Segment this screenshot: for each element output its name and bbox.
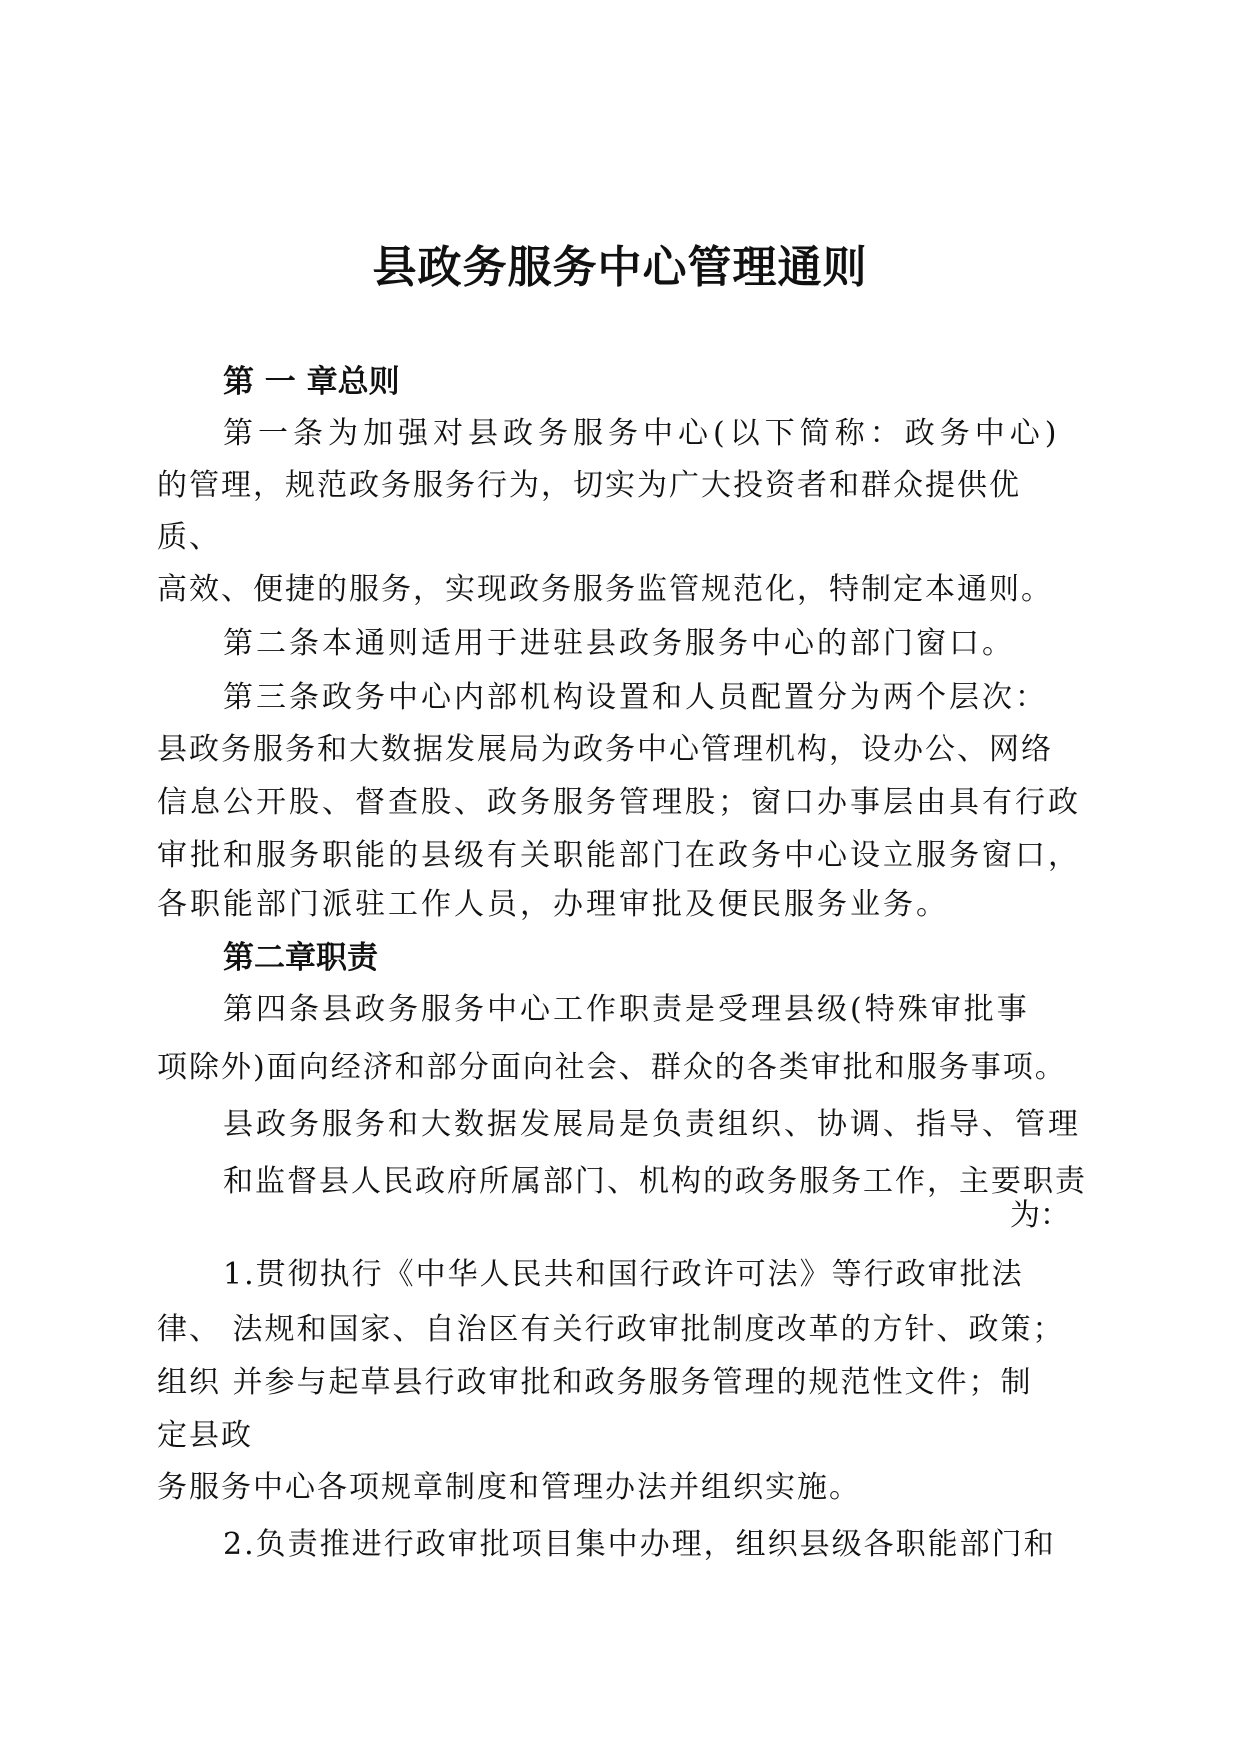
paragraph-line: 质、: [157, 520, 221, 555]
paragraph-line: 高效、便捷的服务，实现政务服务监管规范化，特制定本通则。: [157, 572, 1053, 607]
paragraph-line: 第二条本通则适用于进驻县政务服务中心的部门窗口。: [223, 626, 1015, 661]
paragraph-line: 项除外)面向经济和部分面向社会、群众的各类审批和服务事项。: [157, 1050, 1067, 1085]
chapter-heading-duties: 第二章职责: [223, 940, 378, 976]
chapter-heading-general: 第 一 章总则: [223, 364, 400, 400]
paragraph-line: 各职能部门派驻工作人员，办理审批及便民服务业务。: [157, 887, 949, 922]
paragraph-line: 组织 并参与起草县行政审批和政务服务管理的规范性文件；制: [157, 1365, 1033, 1400]
paragraph-line: 务服务中心各项规章制度和管理办法并组织实施。: [157, 1470, 861, 1505]
paragraph-line: 定县政: [157, 1418, 253, 1453]
paragraph-line: 第四条县政务服务中心工作职责是受理县级(特殊审批事: [223, 992, 1030, 1027]
paragraph-line: 审批和服务职能的县级有关职能部门在政务中心设立服务窗口，: [157, 838, 1081, 873]
paragraph-line: 第一条为加强对县政务服务中心(以下简称：政务中心): [223, 416, 1062, 451]
page-title: 县政务服务中心管理通则: [372, 242, 868, 293]
paragraph-line: 县政务服务和大数据发展局是负责组织、协调、指导、管理: [223, 1107, 1081, 1142]
paragraph-line: 县政务服务和大数据发展局为政务中心管理机构，设办公、网络: [157, 732, 1053, 767]
paragraph-line: 和监督县人民政府所属部门、机构的政务服务工作，主要职责: [223, 1164, 1087, 1199]
paragraph-line: 1.贯彻执行《中华人民共和国行政许可法》等行政审批法: [223, 1257, 1024, 1292]
paragraph-line: 信息公开股、督查股、政务服务管理股；窗口办事层由具有行政: [157, 785, 1081, 820]
paragraph-line: 第三条政务中心内部机构设置和人员配置分为两个层次：: [223, 680, 1048, 715]
paragraph-line: 2.负责推进行政审批项目集中办理，组织县级各职能部门和: [223, 1527, 1056, 1562]
paragraph-line: 为：: [1010, 1198, 1070, 1233]
paragraph-line: 的管理，规范政务服务行为，切实为广大投资者和群众提供优: [157, 468, 1021, 503]
paragraph-line: 律、 法规和国家、自治区有关行政审批制度改革的方针、政策；: [157, 1312, 1065, 1347]
